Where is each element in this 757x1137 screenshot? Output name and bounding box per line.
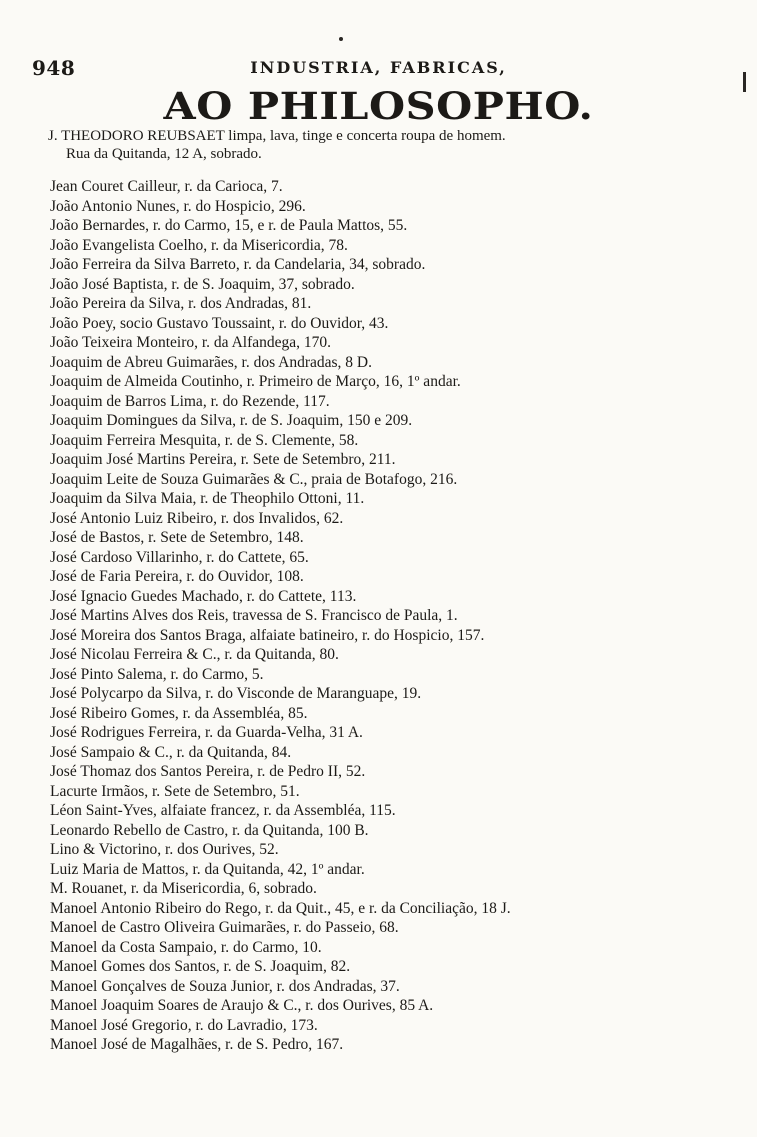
running-head: INDUSTRIA, FABRICAS,: [250, 58, 507, 77]
list-item: José Pinto Salema, r. do Carmo, 5.: [50, 665, 264, 683]
list-item: João Antonio Nunes, r. do Hospicio, 296.: [50, 197, 306, 215]
list-item: Joaquim de Almeida Coutinho, r. Primeiro de Março, 16, 1º andar.: [50, 373, 461, 390]
intro-paragraph: [48, 128, 708, 163]
list-item: Joaquim Leite de Souza Guimarães & C., praia de Botafogo, 216.: [50, 470, 458, 488]
list-item: José Ignacio Guedes Machado, r. do Cattete, 113.: [50, 587, 357, 605]
list-item: José Antonio Luiz Ribeiro, r. dos Invalidos, 62.: [50, 509, 344, 527]
intro-line-2: Rua da Quitanda, 12 A, sobrado.: [66, 145, 262, 162]
list-item: José Polycarpo da Silva, r. do Visconde de Maranguape, 19.: [50, 685, 422, 702]
list-item: Joaquim de Abreu Guimarães, r. dos Andradas, 8 D.: [50, 353, 372, 371]
list-item: Manoel José Gregorio, r. do Lavradio, 173.: [50, 1016, 318, 1034]
list-item: Joaquim José Martins Pereira, r. Sete de Setembro, 211.: [50, 451, 396, 468]
list-item: M. Rouanet, r. da Misericordia, 6, sobrado.: [50, 880, 317, 897]
list-item: João Teixeira Monteiro, r. da Alfandega, 170.: [50, 334, 331, 351]
page-number: 948: [32, 56, 76, 80]
list-item: Manoel Gomes dos Santos, r. de S. Joaquim, 82.: [50, 958, 351, 975]
list-item: João Poey, socio Gustavo Toussaint, r. do Ouvidor, 43.: [50, 314, 389, 332]
list-item: Manoel da Costa Sampaio, r. do Carmo, 10.: [50, 938, 322, 956]
list-item: José Thomaz dos Santos Pereira, r. de Pedro II, 52.: [50, 763, 366, 780]
list-item: Joaquim da Silva Maia, r. de Theophilo Ottoni, 11.: [50, 490, 365, 507]
list-item: José de Bastos, r. Sete de Setembro, 148.: [50, 529, 304, 546]
list-item: Joaquim de Barros Lima, r. do Rezende, 117.: [50, 392, 330, 410]
list-item: Lino & Victorino, r. dos Ourives, 52.: [50, 841, 279, 858]
entry-list: [50, 177, 740, 1055]
list-item: João Bernardes, r. do Carmo, 15, e r. de Paula Mattos, 55.: [50, 217, 408, 234]
list-item: Manoel de Castro Oliveira Guimarães, r. do Passeio, 68.: [50, 919, 399, 936]
intro-line-1: J. THEODORO REUBSAET limpa, lava, tinge e concerta roupa de homem.: [48, 128, 506, 144]
list-item: Manoel José de Magalhães, r. de S. Pedro, 167.: [50, 1036, 344, 1053]
list-item: João Ferreira da Silva Barreto, r. da Candelaria, 34, sobrado.: [50, 256, 426, 273]
list-item: João José Baptista, r. de S. Joaquim, 37, sobrado.: [50, 275, 355, 293]
list-item: Luiz Maria de Mattos, r. da Quitanda, 42, 1º andar.: [50, 860, 365, 878]
list-item: José Sampaio & C., r. da Quitanda, 84.: [50, 743, 292, 761]
list-item: José de Faria Pereira, r. do Ouvidor, 108.: [50, 568, 304, 585]
list-item: Manoel Gonçalves de Souza Junior, r. dos Andradas, 37.: [50, 977, 400, 995]
list-item: Leonardo Rebello de Castro, r. da Quitanda, 100 B.: [50, 821, 369, 839]
list-item: João Pereira da Silva, r. dos Andradas, 81.: [50, 295, 312, 312]
list-item: José Nicolau Ferreira & C., r. da Quitanda, 80.: [50, 646, 339, 663]
list-item: Manoel Joaquim Soares de Araujo & C., r. dos Ourives, 85 A.: [50, 997, 434, 1014]
list-item: Lacurte Irmãos, r. Sete de Setembro, 51.: [50, 782, 300, 800]
list-item: Joaquim Domingues da Silva, r. de S. Joaquim, 150 e 209.: [50, 412, 413, 429]
list-item: José Cardoso Villarinho, r. do Cattete, 65.: [50, 548, 309, 566]
list-item: Léon Saint-Yves, alfaiate francez, r. da Assembléa, 115.: [50, 802, 396, 819]
list-item: José Ribeiro Gomes, r. da Assembléa, 85.: [50, 704, 308, 722]
list-item: José Moreira dos Santos Braga, alfaiate batineiro, r. do Hospicio, 157.: [50, 626, 485, 644]
list-item: José Martins Alves dos Reis, travessa de S. Francisco de Paula, 1.: [50, 607, 458, 624]
section-title: AO PHILOSOPHO.: [163, 84, 594, 128]
list-item: Manoel Antonio Ribeiro do Rego, r. da Quit., 45, e r. da Conciliação, 18 J.: [50, 899, 511, 917]
list-item: Joaquim Ferreira Mesquita, r. de S. Clemente, 58.: [50, 431, 359, 449]
list-item: José Rodrigues Ferreira, r. da Guarda-Velha, 31 A.: [50, 724, 363, 741]
list-item: João Evangelista Coelho, r. da Misericordia, 78.: [50, 236, 348, 254]
list-item: Jean Couret Cailleur, r. da Carioca, 7.: [50, 178, 283, 195]
ink-speck: [339, 37, 343, 41]
